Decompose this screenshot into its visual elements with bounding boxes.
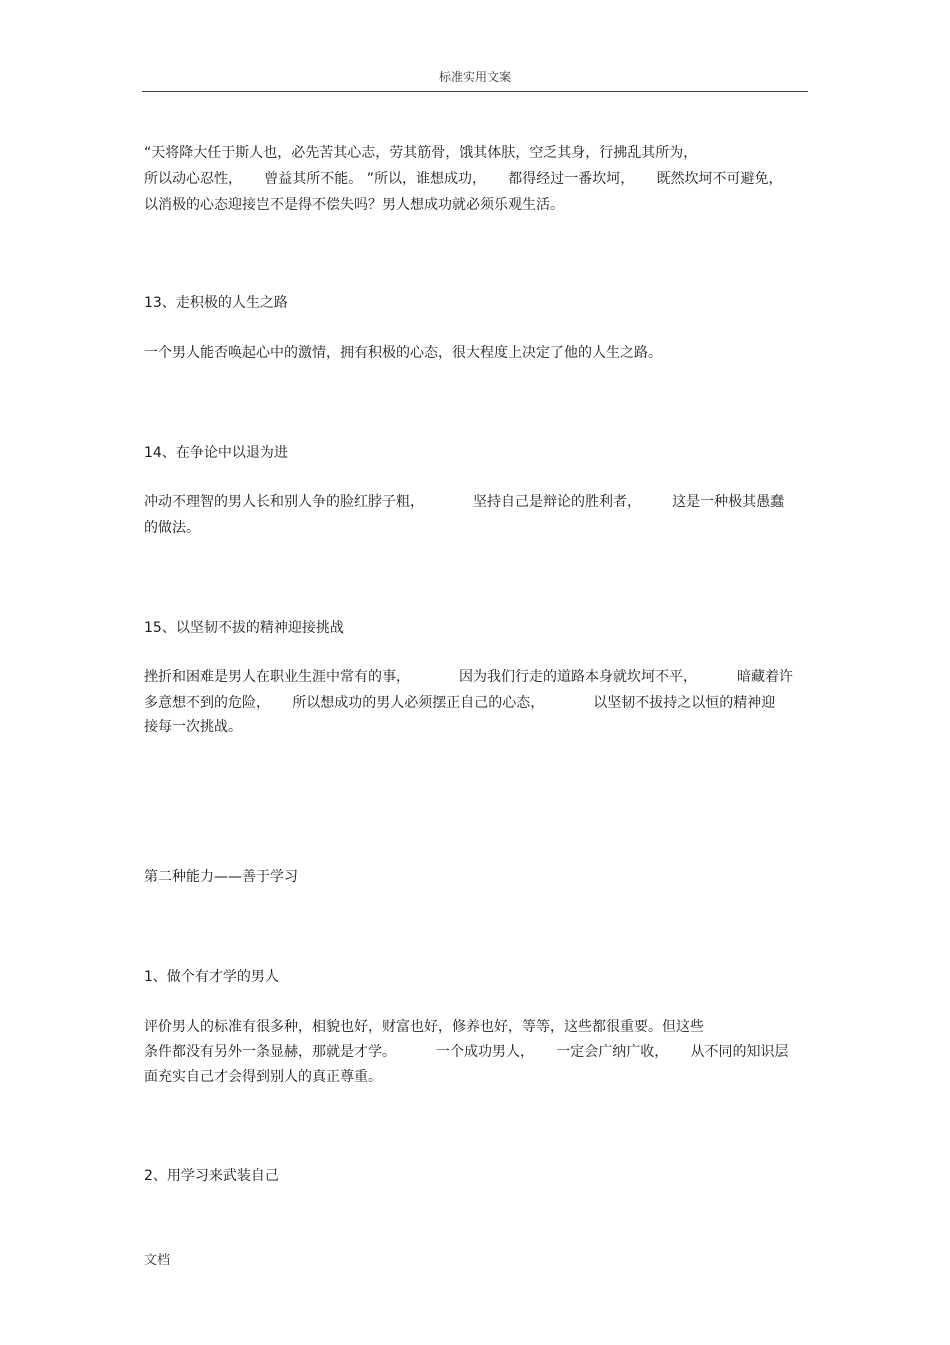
section-heading-14: 14、在争论中以退为进 xyxy=(144,445,288,461)
section-heading-13: 13、走积极的人生之路 xyxy=(144,295,288,311)
section-heading-1: 1、做个有才学的男人 xyxy=(144,969,279,985)
chapter-heading: 第二种能力——善于学习 xyxy=(144,869,298,885)
paragraph-1-line-1: 评价男人的标准有很多种，相貌也好，财富也好，修养也好，等等，这些都很重要。但这些 xyxy=(144,1019,704,1035)
paragraph-1-line-2: 条件都没有另外一条显赫，那就是才学。 一个成功男人， 一定会广纳广收， 从不同的知识层 xyxy=(144,1044,789,1060)
header-divider xyxy=(142,91,808,92)
quote-paragraph-line-3: 以消极的心态迎接岂不是得不偿失吗？男人想成功就必须乐观生活。 xyxy=(144,197,564,213)
section-heading-15: 15、以坚韧不拔的精神迎接挑战 xyxy=(144,620,344,636)
section-heading-2: 2、用学习来武装自己 xyxy=(144,1168,279,1184)
paragraph-13-line-1: 一个男人能否唤起心中的激情，拥有积极的心态，很大程度上决定了他的人生之路。 xyxy=(144,345,662,361)
paragraph-1-line-3: 面充实自己才会得到别人的真正尊重。 xyxy=(144,1069,382,1085)
quote-paragraph-line-1: “天将降大任于斯人也，必先苦其心志，劳其筋骨，饿其体肤，空乏其身，行拂乱其所为， xyxy=(144,145,698,161)
paragraph-15-line-2: 多意想不到的危险， 所以想成功的男人必须摆正自己的心态， 以坚韧不拔持之以恒的精神迎 xyxy=(144,695,776,711)
paragraph-15-line-1: 挫折和困难是男人在职业生涯中常有的事， 因为我们行走的道路本身就坎坷不平， 暗藏着许 xyxy=(144,669,794,685)
paragraph-15-line-3: 接每一次挑战。 xyxy=(144,719,242,735)
page-header-title: 标准实用文案 xyxy=(438,70,511,84)
page-footer-label: 文档 xyxy=(144,1253,171,1268)
paragraph-14-line-2: 的做法。 xyxy=(144,520,200,536)
paragraph-14-line-1: 冲动不理智的男人长和别人争的脸红脖子粗， 坚持自己是辩论的胜利者， 这是一种极其愚蠢 xyxy=(144,494,785,510)
quote-paragraph-line-2: 所以动心忍性， 曾益其所不能。 ”所以，谁想成功， 都得经过一番坎坷， 既然坎坷不可避免， xyxy=(144,171,783,187)
